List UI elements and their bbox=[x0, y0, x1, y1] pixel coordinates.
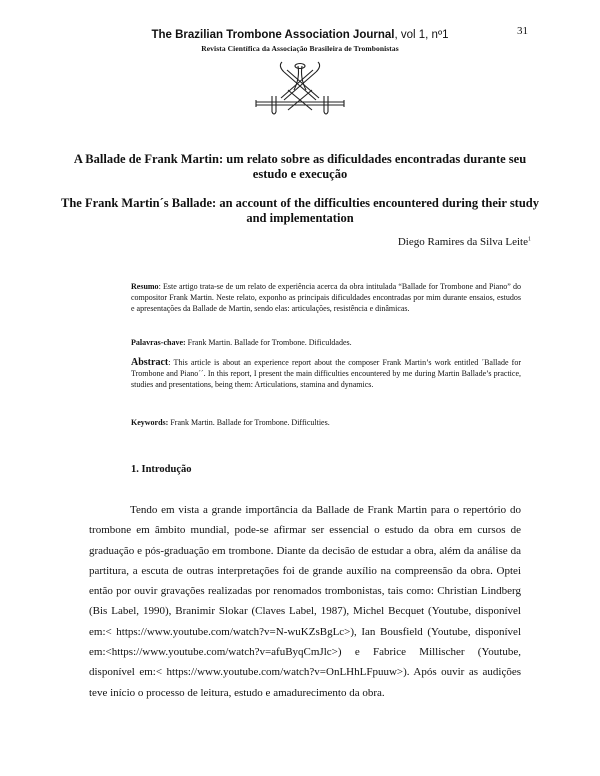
journal-subtitle: Revista Científica da Associação Brasileira de Trombonistas bbox=[201, 44, 399, 53]
palavras-chave-label: Palavras-chave: bbox=[131, 338, 186, 347]
article-title-portuguese: A Ballade de Frank Martin: um relato sobre as dificuldades encontradas durante seu estudo e execução bbox=[73, 152, 527, 181]
article-title-english: The Frank Martin´s Ballade: an account of the difficulties encountered during their study and implementation bbox=[60, 196, 539, 225]
resumo-block bbox=[131, 282, 521, 314]
keywords-text: Frank Martin. Ballade for Trombone. Difficulties. bbox=[168, 418, 330, 427]
crossed-trombones-logo-icon bbox=[254, 60, 346, 118]
abstract-label: Abstract bbox=[131, 357, 169, 368]
journal-name: The Brazilian Trombone Association Journal bbox=[151, 29, 395, 41]
journal-volume: , vol 1, nº1 bbox=[394, 29, 449, 41]
palavras-chave-block bbox=[131, 338, 521, 349]
body-text bbox=[89, 500, 521, 703]
abstract-block bbox=[131, 358, 521, 390]
abstract-text: : This article is about an experience report about the composer Frank Martin’s work entitled ´Ballade for Trombone and Piano´´. In this report, I present the main difficulties encountered by me during Martin Ballade’s practice, studies and presentations, being them: Articulations, stamina and dynamics. bbox=[131, 358, 521, 389]
section-heading-introducao: 1. Introdução bbox=[131, 464, 192, 475]
resumo-text: : Este artigo trata-se de um relato de experiência acerca da obra intitulada “Ballade for Trombone and Piano” do compositor Frank Martin. Neste relato, exponho as principais dificuldades encontradas por mim durante ensaios, estudos e apresentações da Ballade de Martin, sendo elas: articulações, resistência e dinâmicas. bbox=[131, 282, 521, 313]
author-name: Diego Ramires da Silva Leite bbox=[397, 236, 528, 248]
author-footnote-mark: 1 bbox=[528, 236, 531, 243]
running-header bbox=[0, 25, 600, 43]
page-number: 31 bbox=[517, 25, 528, 37]
palavras-chave-text: Frank Martin. Ballade for Trombone. Dificuldades. bbox=[185, 338, 352, 347]
body-paragraph: Tendo em vista a grande importância da Ballade de Frank Martin para o repertório do trombone em âmbito mundial, pode-se afirmar ser essencial o estudo da obra em cursos de graduação e pós-graduação em trombone. Diante da decisão de estudar a obra, além da análise da partitura, a escuta de outras interpretações foi de grande auxílio na compreensão da obra. Optei então por ouvir gravações realizadas por renomados trombonistas, tais como: Christian Lindberg (Bis Label, 1990), Branimir Slokar (Claves Label, 1987), Michel Becquet (Youtube, disponível em:< https://www.youtube.com/watch?v=N-wuKZsBgLc>), Ian Bousfield (Youtube, disponível em:<https://www.youtube.com/watch?v=afuByqCmJlc>) e Fabrice Millischer (Youtube, disponível em:< https://www.youtube.com/watch?v=OnLHhLFpuuw>). Após ouvir as audições teve início o processo de leitura, estudo e amadurecimento da obra. bbox=[89, 504, 521, 699]
resumo-label: Resumo bbox=[131, 282, 159, 291]
journal-title bbox=[151, 29, 448, 41]
author-line bbox=[398, 236, 531, 248]
keywords-block bbox=[131, 418, 521, 429]
keywords-label: Keywords: bbox=[131, 418, 169, 427]
